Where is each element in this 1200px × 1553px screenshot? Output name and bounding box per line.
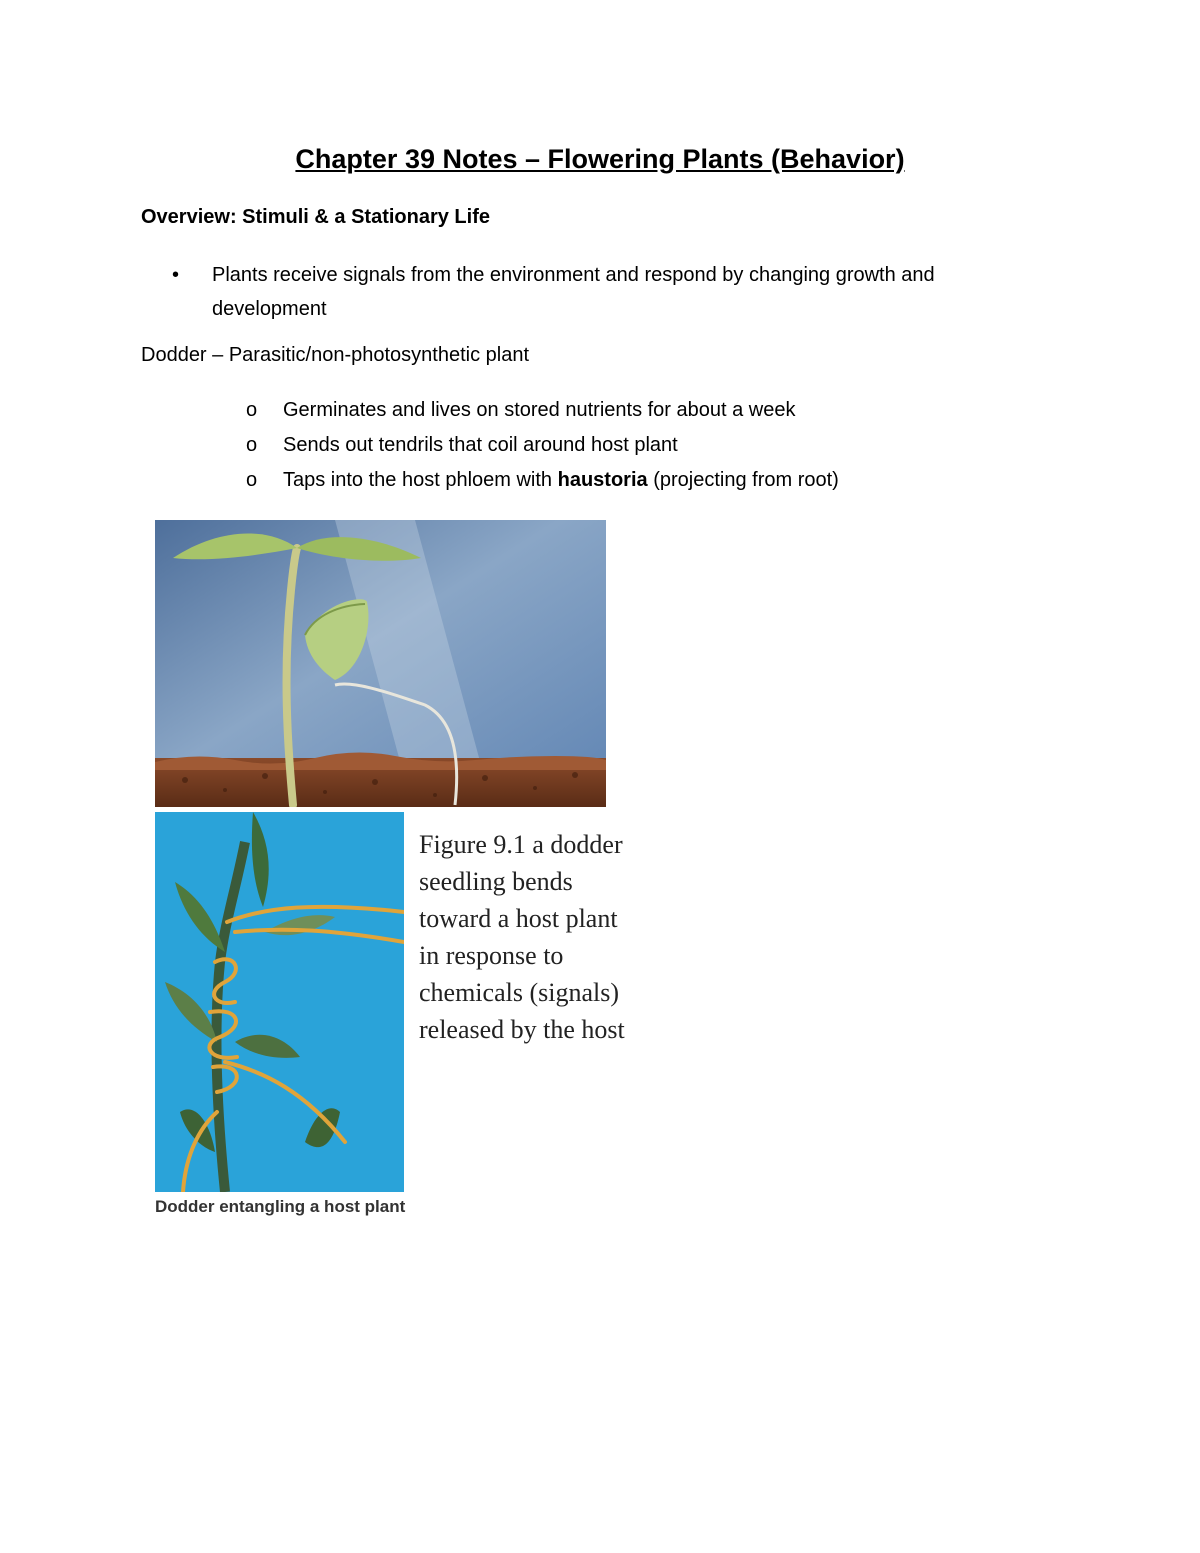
dodder-heading: Dodder – Parasitic/non-photosynthetic plant bbox=[141, 344, 530, 366]
page-title: Chapter 39 Notes – Flowering Plants (Behavior) bbox=[295, 144, 905, 174]
dodder-host-photo bbox=[155, 812, 404, 1192]
circle-bullet-icon: o bbox=[246, 399, 258, 421]
bullet-dot-icon: • bbox=[172, 264, 180, 286]
overview-heading: Overview: Stimuli & a Stationary Life bbox=[141, 206, 490, 228]
dodder-seedling-photo bbox=[155, 520, 606, 807]
overview-bullet-text: Plants receive signals from the environment and respond by changing growth and development bbox=[212, 264, 935, 320]
circle-bullet-icon: o bbox=[246, 434, 258, 456]
circle-bullet-icon: o bbox=[246, 469, 258, 491]
overview-bullet bbox=[172, 258, 1012, 326]
photo-label: Dodder entangling a host plant bbox=[155, 1197, 406, 1216]
figure-caption: Figure 9.1 a dodder seedling bends toward a host plant in response to chemicals (signals) released by the host bbox=[419, 830, 625, 1044]
